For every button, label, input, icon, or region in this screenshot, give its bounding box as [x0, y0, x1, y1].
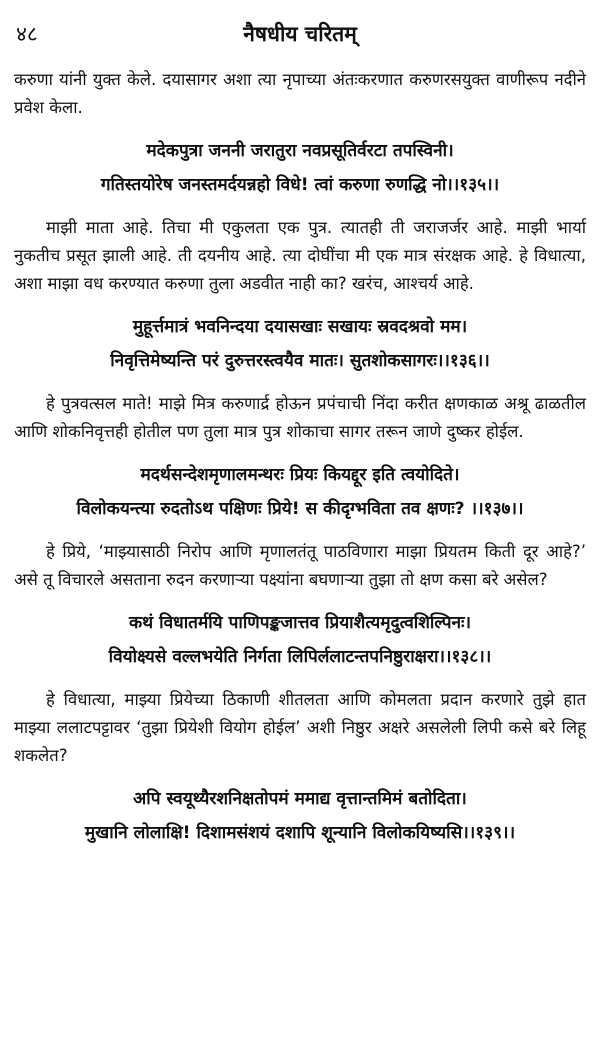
verse-line: निवृत्तिमेष्यन्ति परं दुरुत्तरस्त्वयैव मातः। सुतशोकसागरः।।१३६।।: [110, 351, 490, 371]
verse-137: [14, 458, 586, 526]
verse-line: मदर्थसन्देशमृणालमन्थरः प्रियः कियद्दूर इति त्वयोदिते।: [140, 465, 460, 485]
verse-line: वियोक्ष्यसे वल्लभयेति निर्गता लिपिर्ललाटन्तपनिष्ठुराक्षरा।।१३८।।: [108, 647, 492, 667]
verse-line: विलोकयन्त्या रुदतोऽथ पक्षिणः प्रिये! स कीदृग्भविता तव क्षणः? ।।१३७।।: [76, 499, 524, 519]
verse-line: अपि स्वयूथ्यैरशनिक्षतोपमं ममाद्य वृत्तान्तमिमं बतोदिता।: [133, 789, 467, 809]
verse-line: कथं विधातर्मयि पाणिपङ्कजात्तव प्रियाशैत्यमृदुत्वशिल्पिनः।: [128, 613, 472, 633]
commentary-paragraph: हे पुत्रवत्सल माते! माझे मित्र करुणार्द्र होऊन प्रपंचाची निंदा करीत क्षणकाळ अश्रू ढाळतील आणि शोकनिवृत्तही होतील पण तुला मात्र पुत्र शोकाचा सागर तरून जाणे दुष्कर होईल.: [14, 394, 586, 441]
page-body: [14, 66, 586, 862]
commentary-paragraph: हे प्रिये, ‘माझ्यासाठी निरोप आणि मृणालतंतू पाठविणारा माझा प्रियतम किती दूर आहे?’ असे तू विचारले असताना रुदन करणाऱ्या पक्ष्यांना बघणाऱ्या तुझा तो क्षण कसा बरे असेल?: [14, 542, 586, 589]
verse-line: मुहूर्त्तमात्रं भवनिन्दया दयासखाः सखायः स्रवदश्रवो मम।: [132, 317, 468, 337]
running-title: नैषधीय चरितम्: [243, 22, 357, 46]
verse-135: [14, 134, 586, 202]
page-number: ४८: [16, 22, 38, 46]
verse-139: [14, 782, 586, 850]
commentary-paragraph: हे विधात्या, माझ्या प्रियेच्या ठिकाणी शीतलता आणि कोमलता प्रदान करणारे तुझे हात माझ्या ललाटपट्टावर ‘तुझा प्रियेशी वियोग होईल’ अशी निष्ठुर अक्षरे असलेली लिपी कसे बरे लिहू शकलेत?: [14, 690, 586, 765]
page-header: [16, 20, 584, 56]
verse-line: गतिस्तयोरेष जनस्तमर्दयन्नहो विधे! त्वां करुणा रुणद्धि नो।।१३५।।: [100, 175, 500, 195]
verse-line: मदेकपुत्रा जननी जरातुरा नवप्रसूतिर्वरटा तपस्विनी।: [146, 141, 454, 161]
commentary-paragraph: करुणा यांनी युक्त केले. दयासागर अशा त्या नृपाच्या अंतःकरणात करुणरसयुक्त वाणीरूप नदीने प्रवेश केला.: [14, 70, 586, 117]
commentary-paragraph: माझी माता आहे. तिचा मी एकुलता एक पुत्र. त्यातही ती जराजर्जर आहे. माझी भार्या नुकतीच प्रसूत झाली आहे. ती दयनीय आहे. त्या दोघींचा मी एक मात्र संरक्षक आहे. हे विधात्या, अशा माझा वध करण्यात करुणा तुला अडवीत नाही का? खरंच, आश्चर्य आहे.: [14, 218, 586, 293]
verse-136: [14, 310, 586, 378]
verse-line: मुखानि लोलाक्षि! दिशामसंशयं दशापि शून्यानि विलोकयिष्यसि।।१३९।।: [84, 823, 516, 843]
verse-138: [14, 606, 586, 674]
